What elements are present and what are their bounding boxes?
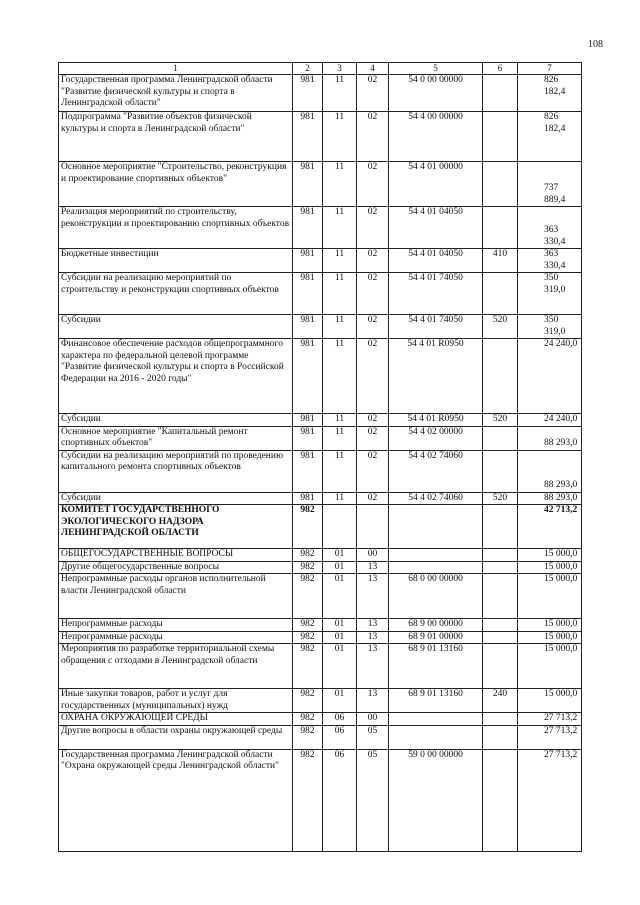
cell-razdel: 11 bbox=[323, 492, 357, 505]
cell-razdel: 01 bbox=[323, 689, 357, 713]
cell-podrazdel: 02 bbox=[357, 426, 389, 450]
cell-podrazdel: 13 bbox=[357, 574, 389, 619]
table-row bbox=[59, 426, 582, 450]
cell-razdel: 01 bbox=[323, 574, 357, 619]
cell-csr: 54 4 02 74060 bbox=[389, 450, 483, 492]
page-number: 108 bbox=[588, 39, 603, 50]
cell-csr: 54 4 01 R0950 bbox=[389, 339, 483, 414]
header-cell: 5 bbox=[389, 63, 483, 75]
cell-sum: 363 330,4 bbox=[518, 207, 582, 249]
cell-csr: 54 0 00 00000 bbox=[389, 75, 483, 112]
cell-name: Бюджетные инвестиции bbox=[59, 249, 293, 273]
cell-name: Основное мероприятие "Строительство, реконструкция и проектирование спортивных объектов" bbox=[59, 162, 293, 207]
cell-sum: 15 000,0 bbox=[518, 644, 582, 689]
header-cell: 2 bbox=[293, 63, 323, 75]
cell-vr bbox=[483, 505, 518, 549]
cell-vedom: 981 bbox=[293, 75, 323, 112]
cell-name: Субсидии на реализацию мероприятий по строительству и реконструкции спортивных объектов bbox=[59, 273, 293, 315]
cell-csr bbox=[389, 713, 483, 726]
cell-sum: 27 713,2 bbox=[518, 725, 582, 749]
table-row bbox=[59, 75, 582, 112]
cell-csr: 54 4 02 74060 bbox=[389, 492, 483, 505]
cell-csr: 54 4 01 00000 bbox=[389, 162, 483, 207]
cell-vedom: 981 bbox=[293, 112, 323, 162]
cell-vr: 410 bbox=[483, 249, 518, 273]
table-row bbox=[59, 505, 582, 549]
cell-vedom: 981 bbox=[293, 339, 323, 414]
cell-vedom: 981 bbox=[293, 207, 323, 249]
cell-podrazdel: 02 bbox=[357, 249, 389, 273]
cell-csr: 54 4 01 74050 bbox=[389, 315, 483, 339]
cell-vedom: 981 bbox=[293, 273, 323, 315]
cell-name: КОМИТЕТ ГОСУДАРСТВЕННОГО ЭКОЛОГИЧЕСКОГО НАДЗОРА ЛЕНИНГРАДСКОЙ ОБЛАСТИ bbox=[59, 505, 293, 549]
cell-name: Основное мероприятие "Капитальный ремонт спортивных объектов" bbox=[59, 426, 293, 450]
cell-name: Мероприятия по разработке территориальной схемы обращения с отходами в Ленинградской области bbox=[59, 644, 293, 689]
cell-sum: 363 330,4 bbox=[518, 249, 582, 273]
cell-csr: 68 9 01 13160 bbox=[389, 644, 483, 689]
table-row bbox=[59, 631, 582, 644]
cell-name: Субсидии на реализацию мероприятий по проведению капитального ремонта спортивных объектов bbox=[59, 450, 293, 492]
cell-razdel: 11 bbox=[323, 273, 357, 315]
header-cell: 4 bbox=[357, 63, 389, 75]
cell-name: Непрограммные расходы bbox=[59, 619, 293, 632]
table-row bbox=[59, 249, 582, 273]
cell-razdel: 11 bbox=[323, 207, 357, 249]
cell-razdel: 06 bbox=[323, 749, 357, 851]
cell-csr: 68 9 00 00000 bbox=[389, 619, 483, 632]
cell-vedom: 982 bbox=[293, 549, 323, 562]
cell-vr bbox=[483, 426, 518, 450]
cell-sum: 15 000,0 bbox=[518, 689, 582, 713]
cell-podrazdel bbox=[357, 505, 389, 549]
cell-sum: 88 293,0 bbox=[518, 450, 582, 492]
cell-podrazdel: 02 bbox=[357, 112, 389, 162]
cell-csr: 59 0 00 00000 bbox=[389, 749, 483, 851]
cell-podrazdel: 02 bbox=[357, 450, 389, 492]
cell-sum: 826 182,4 bbox=[518, 112, 582, 162]
cell-podrazdel: 02 bbox=[357, 75, 389, 112]
table-row bbox=[59, 450, 582, 492]
cell-csr bbox=[389, 725, 483, 749]
cell-sum: 826 182,4 bbox=[518, 75, 582, 112]
cell-name: Субсидии bbox=[59, 315, 293, 339]
budget-table bbox=[58, 62, 582, 852]
cell-podrazdel: 13 bbox=[357, 561, 389, 574]
cell-vedom: 982 bbox=[293, 619, 323, 632]
cell-sum: 15 000,0 bbox=[518, 549, 582, 562]
cell-vedom: 981 bbox=[293, 450, 323, 492]
cell-vr bbox=[483, 725, 518, 749]
cell-name: ОБЩЕГОСУДАРСТВЕННЫЕ ВОПРОСЫ bbox=[59, 549, 293, 562]
cell-sum: 24 240,0 bbox=[518, 339, 582, 414]
cell-vr bbox=[483, 273, 518, 315]
cell-podrazdel: 02 bbox=[357, 207, 389, 249]
cell-csr: 54 4 01 04050 bbox=[389, 207, 483, 249]
table-row bbox=[59, 315, 582, 339]
table-row bbox=[59, 339, 582, 414]
cell-razdel: 01 bbox=[323, 644, 357, 689]
cell-vedom: 982 bbox=[293, 725, 323, 749]
table-row bbox=[59, 713, 582, 726]
cell-vr: 520 bbox=[483, 315, 518, 339]
cell-podrazdel: 13 bbox=[357, 689, 389, 713]
cell-name: Непрограммные расходы bbox=[59, 631, 293, 644]
cell-vr: 520 bbox=[483, 414, 518, 427]
table-row bbox=[59, 414, 582, 427]
cell-sum: 27 713,2 bbox=[518, 713, 582, 726]
cell-sum: 24 240,0 bbox=[518, 414, 582, 427]
cell-podrazdel: 02 bbox=[357, 414, 389, 427]
cell-razdel: 01 bbox=[323, 619, 357, 632]
header-cell: 1 bbox=[59, 63, 293, 75]
cell-sum: 27 713,2 bbox=[518, 749, 582, 851]
cell-vr bbox=[483, 644, 518, 689]
header-cell: 7 bbox=[518, 63, 582, 75]
cell-podrazdel: 13 bbox=[357, 631, 389, 644]
cell-podrazdel: 13 bbox=[357, 644, 389, 689]
cell-razdel: 11 bbox=[323, 249, 357, 273]
cell-name: Другие общегосударственные вопросы bbox=[59, 561, 293, 574]
cell-csr: 54 4 00 00000 bbox=[389, 112, 483, 162]
cell-csr: 68 9 01 00000 bbox=[389, 631, 483, 644]
cell-vr bbox=[483, 631, 518, 644]
cell-vr bbox=[483, 619, 518, 632]
cell-vedom: 982 bbox=[293, 689, 323, 713]
cell-csr bbox=[389, 561, 483, 574]
cell-sum: 15 000,0 bbox=[518, 574, 582, 619]
cell-razdel: 11 bbox=[323, 450, 357, 492]
cell-sum: 88 293,0 bbox=[518, 426, 582, 450]
cell-podrazdel: 00 bbox=[357, 549, 389, 562]
cell-razdel: 11 bbox=[323, 162, 357, 207]
cell-vr bbox=[483, 112, 518, 162]
table-row bbox=[59, 749, 582, 851]
cell-sum: 737 889,4 bbox=[518, 162, 582, 207]
cell-vedom: 982 bbox=[293, 561, 323, 574]
cell-sum: 350 319,0 bbox=[518, 273, 582, 315]
cell-csr: 54 4 01 04050 bbox=[389, 249, 483, 273]
cell-name: Реализация мероприятий по строительству, реконструкции и проектированию спортивных объектов bbox=[59, 207, 293, 249]
cell-csr bbox=[389, 505, 483, 549]
table-row bbox=[59, 112, 582, 162]
cell-vr bbox=[483, 549, 518, 562]
cell-razdel: 06 bbox=[323, 725, 357, 749]
cell-razdel: 11 bbox=[323, 339, 357, 414]
cell-razdel bbox=[323, 505, 357, 549]
cell-podrazdel: 05 bbox=[357, 749, 389, 851]
table-row bbox=[59, 492, 582, 505]
cell-vr bbox=[483, 162, 518, 207]
table-row bbox=[59, 273, 582, 315]
cell-razdel: 11 bbox=[323, 75, 357, 112]
cell-razdel: 11 bbox=[323, 112, 357, 162]
cell-vr bbox=[483, 749, 518, 851]
cell-razdel: 11 bbox=[323, 426, 357, 450]
cell-sum: 42 713,2 bbox=[518, 505, 582, 549]
cell-vedom: 982 bbox=[293, 631, 323, 644]
cell-podrazdel: 05 bbox=[357, 725, 389, 749]
cell-name: Финансовое обеспечение расходов общепрограммного характера по федеральной целевой программе "Развитие физической культуры и спорта в Российской Федерации на 2016 - 2020 годы" bbox=[59, 339, 293, 414]
cell-razdel: 11 bbox=[323, 414, 357, 427]
cell-vedom: 981 bbox=[293, 162, 323, 207]
cell-vr: 240 bbox=[483, 689, 518, 713]
cell-vedom: 982 bbox=[293, 713, 323, 726]
cell-razdel: 01 bbox=[323, 561, 357, 574]
cell-razdel: 11 bbox=[323, 315, 357, 339]
cell-podrazdel: 13 bbox=[357, 619, 389, 632]
table-row bbox=[59, 725, 582, 749]
cell-vr bbox=[483, 450, 518, 492]
cell-razdel: 01 bbox=[323, 549, 357, 562]
cell-vedom: 982 bbox=[293, 644, 323, 689]
table-row bbox=[59, 574, 582, 619]
cell-vedom: 981 bbox=[293, 414, 323, 427]
cell-podrazdel: 02 bbox=[357, 492, 389, 505]
cell-razdel: 06 bbox=[323, 713, 357, 726]
cell-razdel: 01 bbox=[323, 631, 357, 644]
cell-name: Подпрограмма "Развитие объектов физической культуры и спорта в Ленинградской области" bbox=[59, 112, 293, 162]
cell-name: Непрограммные расходы органов исполнительной власти Ленинградской области bbox=[59, 574, 293, 619]
cell-csr bbox=[389, 549, 483, 562]
cell-name: Государственная программа Ленинградской области "Развитие физической культуры и спорта в Ленинградской области" bbox=[59, 75, 293, 112]
header-cell: 6 bbox=[483, 63, 518, 75]
cell-vr bbox=[483, 339, 518, 414]
header-row bbox=[59, 63, 582, 75]
cell-vedom: 982 bbox=[293, 574, 323, 619]
cell-podrazdel: 00 bbox=[357, 713, 389, 726]
cell-vr bbox=[483, 574, 518, 619]
cell-vr bbox=[483, 207, 518, 249]
cell-name: Иные закупки товаров, работ и услуг для государственных (муниципальных) нужд bbox=[59, 689, 293, 713]
cell-podrazdel: 02 bbox=[357, 162, 389, 207]
cell-name: ОХРАНА ОКРУЖАЮЩЕЙ СРЕДЫ bbox=[59, 713, 293, 726]
cell-podrazdel: 02 bbox=[357, 273, 389, 315]
table-row bbox=[59, 644, 582, 689]
header-cell: 3 bbox=[323, 63, 357, 75]
cell-vr bbox=[483, 561, 518, 574]
cell-vedom: 981 bbox=[293, 249, 323, 273]
cell-name: Государственная программа Ленинградской области "Охрана окружающей среды Ленинградской области" bbox=[59, 749, 293, 851]
cell-vedom: 981 bbox=[293, 492, 323, 505]
table-row bbox=[59, 561, 582, 574]
cell-podrazdel: 02 bbox=[357, 315, 389, 339]
cell-csr: 68 9 01 13160 bbox=[389, 689, 483, 713]
cell-vedom: 982 bbox=[293, 505, 323, 549]
table-row bbox=[59, 689, 582, 713]
cell-name: Субсидии bbox=[59, 492, 293, 505]
cell-sum: 15 000,0 bbox=[518, 631, 582, 644]
cell-sum: 350 319,0 bbox=[518, 315, 582, 339]
table-row bbox=[59, 549, 582, 562]
cell-csr: 54 4 02 00000 bbox=[389, 426, 483, 450]
cell-name: Другие вопросы в области охраны окружающей среды bbox=[59, 725, 293, 749]
cell-csr: 54 4 01 74050 bbox=[389, 273, 483, 315]
table-row bbox=[59, 619, 582, 632]
cell-csr: 68 0 00 00000 bbox=[389, 574, 483, 619]
cell-vr: 520 bbox=[483, 492, 518, 505]
cell-sum: 88 293,0 bbox=[518, 492, 582, 505]
cell-vedom: 981 bbox=[293, 426, 323, 450]
table-row bbox=[59, 207, 582, 249]
cell-sum: 15 000,0 bbox=[518, 619, 582, 632]
cell-sum: 15 000,0 bbox=[518, 561, 582, 574]
cell-vedom: 982 bbox=[293, 749, 323, 851]
cell-podrazdel: 02 bbox=[357, 339, 389, 414]
table-row bbox=[59, 162, 582, 207]
cell-vr bbox=[483, 713, 518, 726]
cell-name: Субсидии bbox=[59, 414, 293, 427]
cell-csr: 54 4 01 R0950 bbox=[389, 414, 483, 427]
cell-vedom: 981 bbox=[293, 315, 323, 339]
cell-vr bbox=[483, 75, 518, 112]
